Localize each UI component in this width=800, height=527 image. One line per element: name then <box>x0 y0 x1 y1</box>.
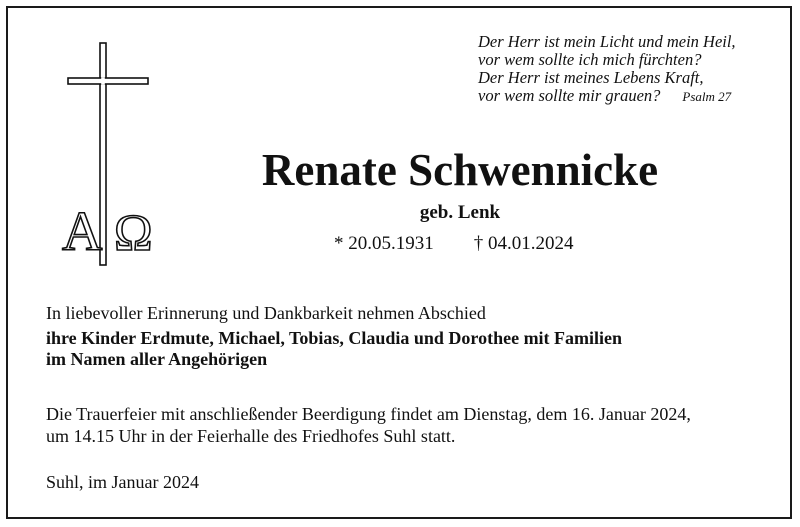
service-line: Die Trauerfeier mit anschließender Beerdigung findet am Dienstag, dem 16. Januar 2024, <box>46 404 691 424</box>
service-line: um 14.15 Uhr in der Feierhalle des Friedhofes Suhl statt. <box>46 426 456 446</box>
funeral-service-info <box>46 403 691 447</box>
quote-line-last <box>478 87 778 106</box>
quote-line: vor wem sollte ich mich fürchten? <box>478 50 702 69</box>
quote-line: Der Herr ist mein Licht und mein Heil, <box>478 32 736 51</box>
omega-letter: Ω <box>114 205 153 262</box>
quote-text: vor wem sollte mir grauen? <box>478 86 661 105</box>
mourners-line: ihre Kinder Erdmute, Michael, Tobias, Claudia und Dorothee mit Familien <box>46 328 623 348</box>
place-and-date: Suhl, im Januar 2024 <box>46 472 199 492</box>
psalm-quote <box>478 33 778 106</box>
quote-line: Der Herr ist meines Lebens Kraft, <box>478 68 704 87</box>
birth-date: * 20.05.1931 <box>334 233 434 254</box>
alpha-letter: A <box>62 201 103 263</box>
cross-alpha-omega-icon <box>58 38 168 270</box>
farewell-intro: In liebevoller Erinnerung und Dankbarkeit nehmen Abschied <box>46 303 486 323</box>
psalm-reference: Psalm 27 <box>682 89 732 104</box>
mourners-line: im Namen aller Angehörigen <box>46 349 268 369</box>
life-dates <box>334 233 574 255</box>
deceased-name: Renate Schwennicke <box>261 145 659 195</box>
maiden-name: geb. Lenk <box>419 202 501 223</box>
death-date: † 04.01.2024 <box>473 233 574 254</box>
mourners-list <box>46 328 622 370</box>
